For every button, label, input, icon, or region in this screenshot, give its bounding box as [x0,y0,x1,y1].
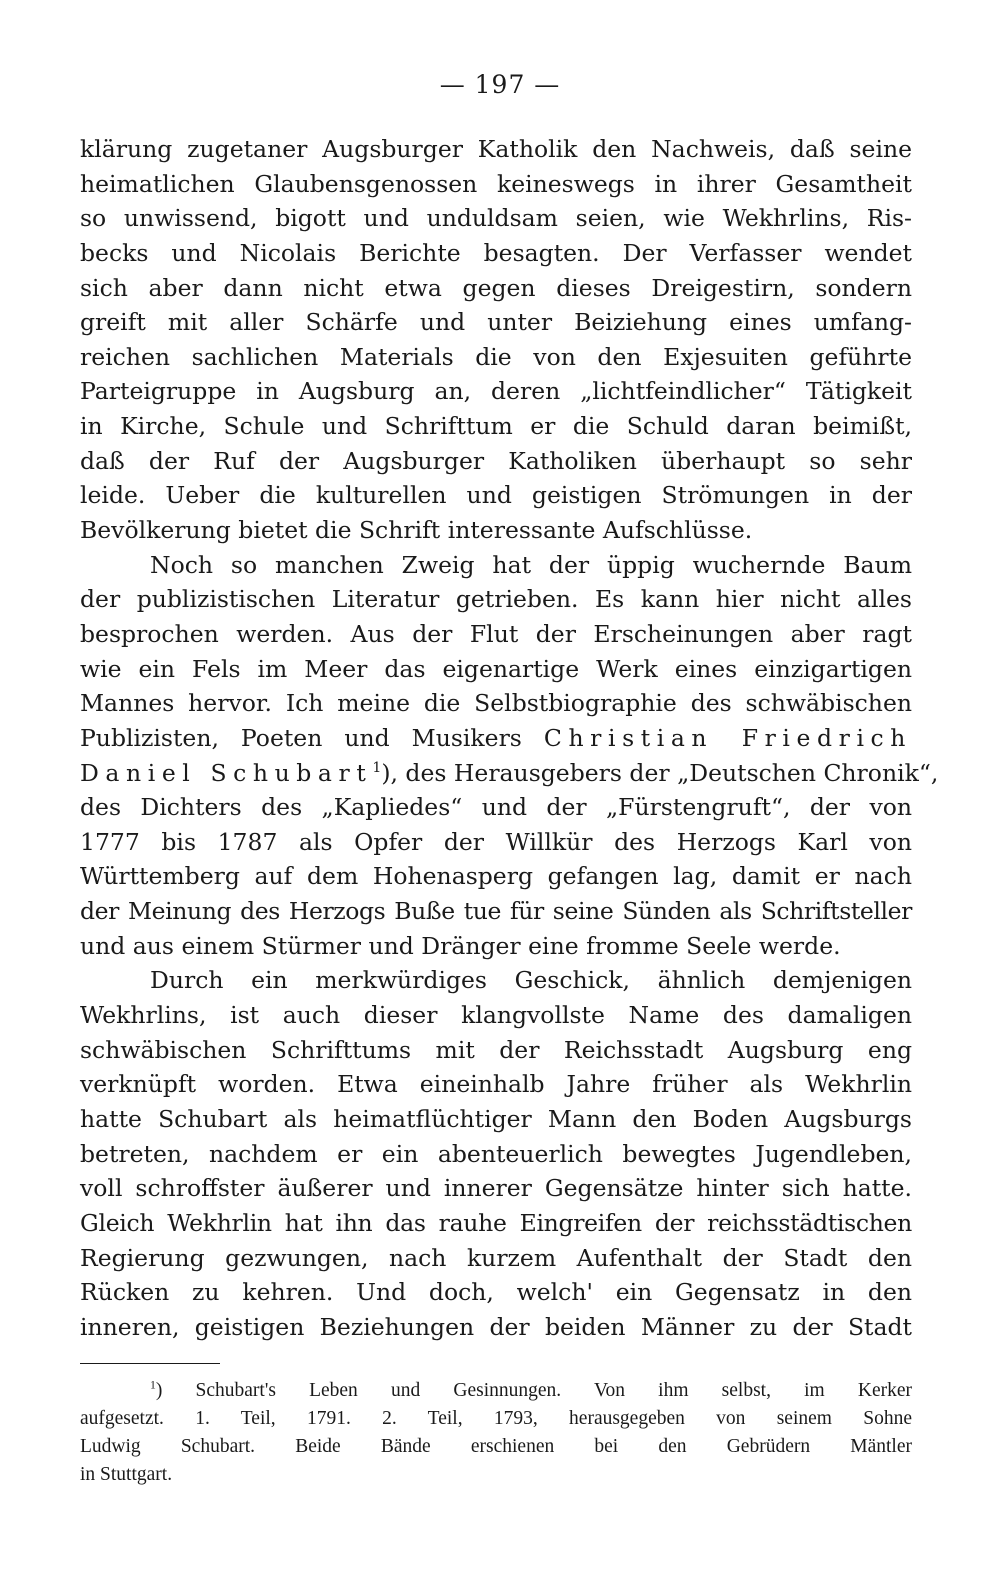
body-text [80,132,939,1344]
text-line: klärung zugetaner Augsburger Katholik den Nachweis, daß seine [80,135,912,163]
text-line: Mannes hervor. Ich meine die Selbstbiographie des schwäbischen [80,689,912,718]
text-line: der publizistischen Literatur getrieben. Es kann hier nicht alles [80,585,912,614]
text-line: becks und Nicolais Berichte besagten. Der Verfasser wendet [80,238,912,267]
text-line: Regierung gezwungen, nach kurzem Aufenthalt der Stadt den [80,1243,912,1272]
text-line: schwäbischen Schrifttums mit der Reichsstadt Augsburg eng [80,1035,912,1064]
footnote-reference: 1 [372,759,382,776]
text-line: wie ein Fels im Meer das eigenartige Werk eines einzigartigen [80,654,912,683]
text-line: Parteigruppe in Augsburg an, deren „lichtfeindlicher“ Tätigkeit [80,377,912,406]
text-segment: ), des Herausgebers der „Deutschen Chronik“, [381,758,939,787]
text-line: verknüpft worden. Etwa eineinhalb Jahre früher als Wekhrlin [80,1070,912,1099]
text-line: betreten, nachdem er ein abenteuerlich bewegtes Jugendleben, [80,1139,912,1168]
text-line: voll schroffster äußerer und innerer Gegensätze hinter sich hatte. [80,1174,912,1203]
footnote-line: in Stuttgart. [80,1464,173,1485]
text-line: der Meinung des Herzogs Buße tue für seine Sünden als Schriftsteller [80,897,912,926]
text-line: und aus einem Stürmer und Dränger eine fromme Seele werde. [80,931,841,960]
text-line: daß der Ruf der Augsburger Katholiken überhaupt so sehr [80,446,912,475]
footnote [80,1377,912,1489]
footnote-line [80,1377,912,1405]
text-line: sich aber dann nicht etwa gegen dieses Dreigestirn, sondern [80,273,912,302]
page-number: — 197 — [439,70,561,99]
spaced-name: Daniel Schubart [80,758,373,787]
spaced-name: Christian Friedrich [543,723,912,752]
text-line: Württemberg auf dem Hohenasperg gefangen lag, damit er nach [80,862,912,891]
text-line: des Dichters des „Kapliedes“ und der „Fürstengruft“, der von [80,793,912,822]
text-line: 1777 bis 1787 als Opfer der Willkür des Herzogs Karl von [80,827,912,856]
text-line: Wekhrlins, ist auch dieser klangvollste Name des damaligen [80,1001,912,1030]
text-line: Bevölkerung bietet die Schrift interessante Aufschlüsse. [80,516,753,545]
text-segment: Publizisten, Poeten und Musikers [80,723,522,752]
footnote-line: aufgesetzt. 1. Teil, 1791. 2. Teil, 1793, herausgegeben von seinem Sohne [80,1408,912,1429]
text-line: Rücken zu kehren. Und doch, welch' ein Gegensatz in den [80,1278,912,1307]
footnote-marker: 1 [150,1378,156,1392]
text-line [80,756,939,791]
footnote-divider [80,1363,220,1364]
text-line: Gleich Wekhrlin hat ihn das rauhe Eingreifen der reichsstädtischen [80,1208,912,1237]
text-line: leide. Ueber die kulturellen und geistigen Strömungen in der [80,481,912,510]
text-line: reichen sachlichen Materials die von den Exjesuiten geführte [80,342,912,371]
text-line: besprochen werden. Aus der Flut der Erscheinungen aber ragt [80,619,912,648]
text-line: in Kirche, Schule und Schrifttum er die Schuld daran beimißt, [80,412,912,441]
footnote-line: Ludwig Schubart. Beide Bände erschienen bei den Gebrüdern Mäntler [80,1436,912,1457]
paragraph-start-line: Durch ein merkwürdiges Geschick, ähnlich demjenigen [150,966,912,995]
paragraph-start-line: Noch so manchen Zweig hat der üppig wuchernde Baum [150,550,912,579]
text-line [80,721,912,756]
text-line: greift mit aller Schärfe und unter Beiziehung eines umfang- [80,308,912,337]
text-line: hatte Schubart als heimatflüchtiger Mann den Boden Augsburgs [80,1104,912,1133]
text-line: inneren, geistigen Beziehungen der beiden Männer zu der Stadt [80,1312,912,1341]
text-line: heimatlichen Glaubensgenossen keineswegs in ihrer Gesamtheit [80,169,912,198]
text-line: so unwissend, bigott und unduldsam seien, wie Wekhrlins, Ris- [80,204,912,233]
text-segment: ) Schubart's Leben und Gesinnungen. Von ihm selbst, im Kerker [155,1380,912,1401]
